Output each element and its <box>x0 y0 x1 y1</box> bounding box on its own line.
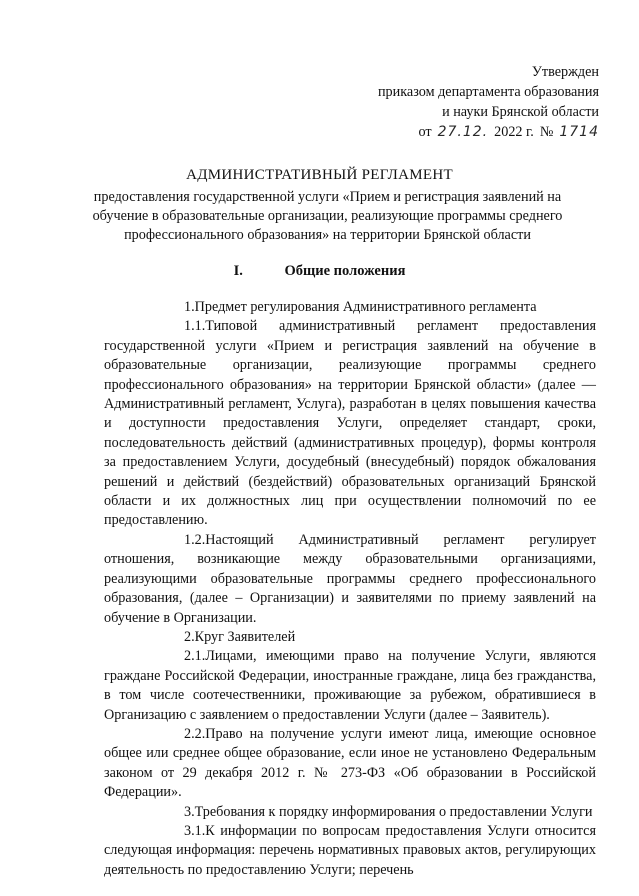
paragraph-1-2 <box>104 531 596 628</box>
section-title: Общие положения <box>284 263 406 279</box>
number-sign: № <box>539 124 554 140</box>
paragraph-number: 3.1. <box>184 822 206 839</box>
date-prefix: от <box>418 124 432 140</box>
paragraph-text: К информации по вопросам предоставления Услуги относится следующая информация: перечень нормативных правовых актов, регулирующих деятельность по предоставлению Услуги; перечень <box>104 822 596 878</box>
approval-line-1: Утвержден <box>531 64 599 80</box>
paragraph-text: Лицами, имеющими право на получение Услуги, являются граждане Российской Федерации, иностранные граждане, лица без гражданства, в том числе соотечественники, проживающие за рубежом, обратившиеся в Организацию с заявлением о предоставлении Услуги (далее – Заявитель). <box>104 648 596 723</box>
paragraph-text: Типовой административный регламент предоставления государственной услуги «Прием и регистрация заявлений на обучение в образовательные организации, реализующие программы среднего профессионального образования» на территории Брянской области» (далее — Административный регламент, Услуга), разработан в целях повышения качества и доступности предоставления Услуги, определяет стандарт, сроки, последовательность действий (административных процедур), формы контроля за предоставлением Услуги, досудебный (внесудебный) порядок обжалования решений и действий (бездействий) образовательных организаций Брянской области и их должностных лиц при осуществлении полномочий по ее предоставлению. <box>104 318 596 529</box>
date-year: 2022 г. <box>494 124 534 140</box>
handwritten-date: 27.12. <box>437 124 489 140</box>
paragraph-text: Настоящий Административный регламент регулирует отношения, возникающие между образовательными организациями, реализующими образовательные программы среднего профессионального образования, (далее – Организации) и заявителями по приему заявлений на обучение в Организации. <box>104 531 596 626</box>
paragraph-text: Право на получение услуги имеют лица, имеющие основное общее или среднее общее образование, если иное не установлено Федеральным законом от 29 декабря 2012 г. № 273-ФЗ «Об образовании в Российской Федерации». <box>104 725 596 801</box>
document-title: АДМИНИСТРАТИВНЫЙ РЕГЛАМЕНТ <box>186 167 453 183</box>
paragraph-number: 1.1. <box>184 318 206 335</box>
approval-line-3: и науки Брянской области <box>442 104 599 120</box>
paragraph-2-1 <box>104 647 596 725</box>
paragraph-3-1 <box>104 822 596 880</box>
clause-number: 1. <box>184 299 195 315</box>
clause-heading-text: Требования к порядку информирования о предоставлении Услуги <box>194 803 593 820</box>
approval-stamp <box>378 62 599 142</box>
clause-heading-text: Предмет регулирования Административного регламента <box>194 299 537 315</box>
approval-line-2: приказом департамента образования <box>377 84 599 100</box>
clause-heading-text: Круг Заявителей <box>194 628 296 645</box>
paragraph-1-1 <box>104 317 596 530</box>
paragraph-number: 2.2. <box>184 725 206 742</box>
approval-date-line <box>378 122 599 142</box>
clause-heading-3 <box>104 803 596 822</box>
clause-number: 3. <box>184 803 195 820</box>
section-heading <box>0 263 639 280</box>
section-number: I. <box>233 263 243 279</box>
paragraph-2-2 <box>104 725 596 803</box>
document-body <box>104 298 596 880</box>
paragraph-number: 2.1. <box>184 648 206 665</box>
clause-heading-2 <box>104 628 596 647</box>
handwritten-number: 1714 <box>559 124 599 140</box>
clause-heading-1 <box>104 298 596 317</box>
clause-number: 2. <box>184 628 195 645</box>
document-subtitle: предоставления государственной услуги «Прием и регистрация заявлений на обучение в образовательные организации, реализующие программы среднего профессионального образования» на территории Брянской области <box>92 189 563 243</box>
paragraph-number: 1.2. <box>184 531 206 548</box>
